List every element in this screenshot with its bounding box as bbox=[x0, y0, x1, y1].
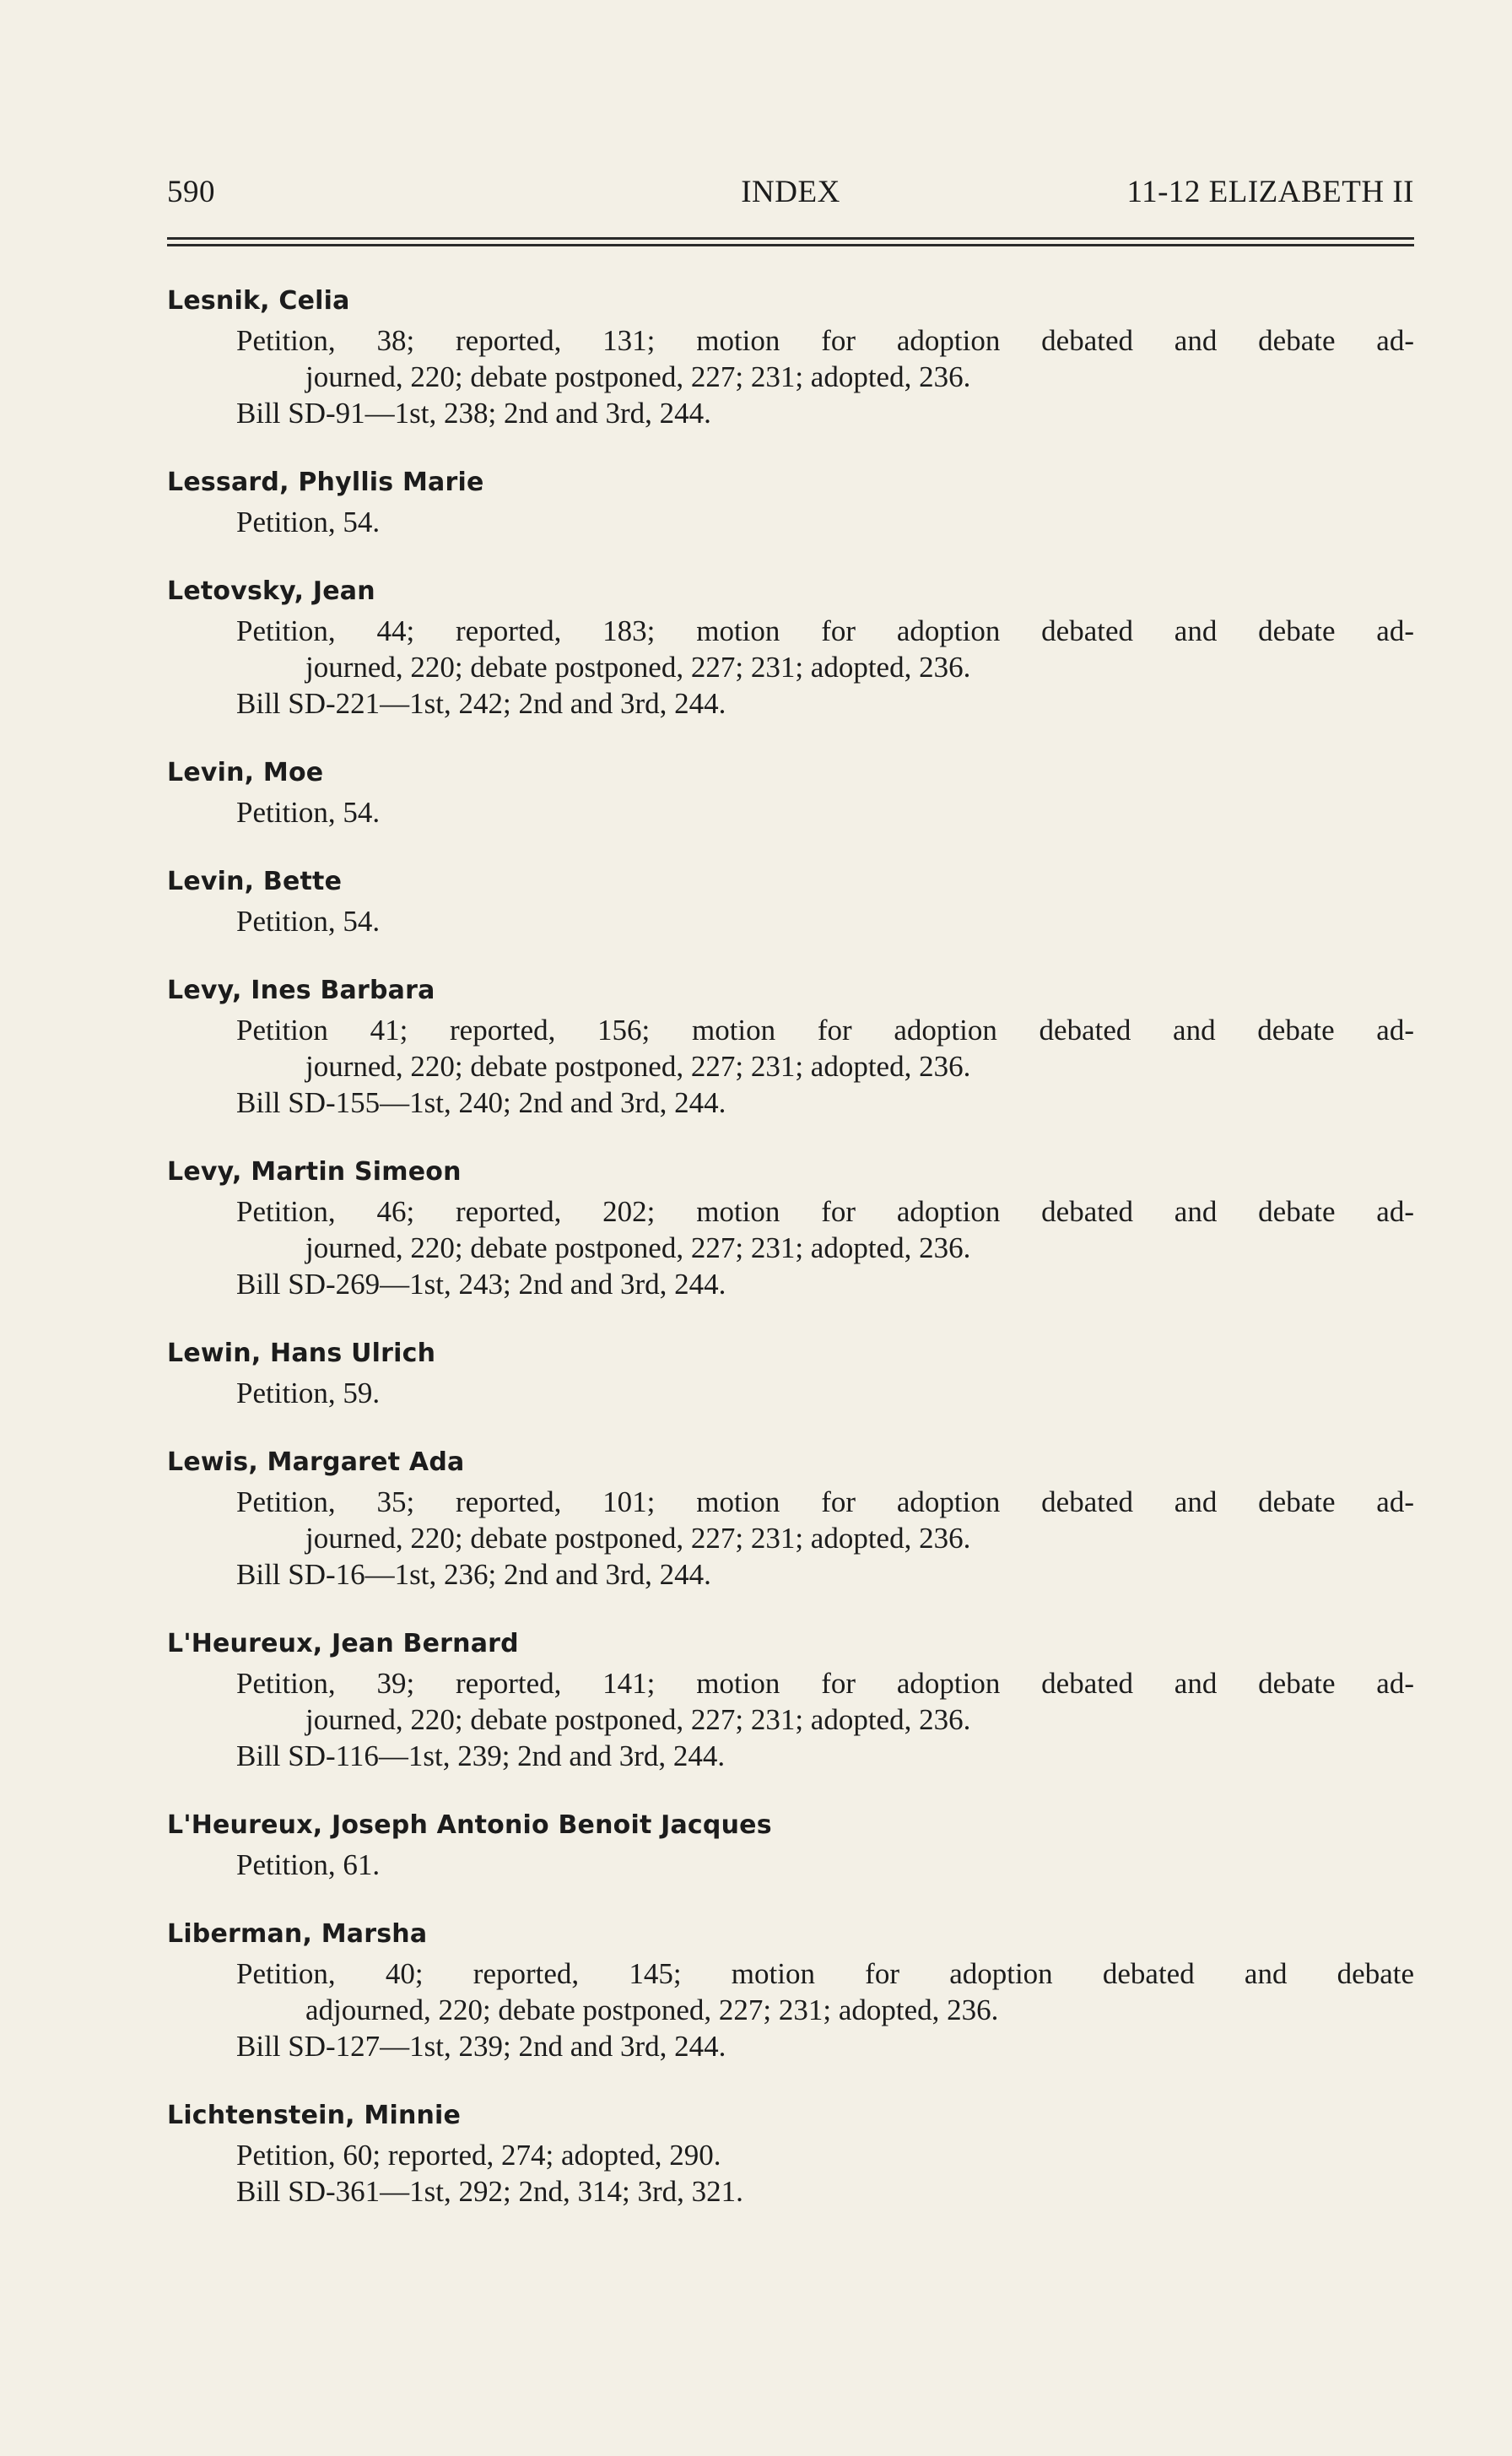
entry-line: Petition, 40; reported, 145; motion for adoption debated and debate bbox=[236, 1957, 1414, 1990]
index-entry bbox=[167, 1151, 1414, 1302]
entry-line: Petition, 54. bbox=[236, 905, 381, 938]
entry-line: Bill SD-361—1st, 292; 2nd, 314; 3rd, 321. bbox=[236, 2175, 743, 2208]
entry-name: Levin, Bette bbox=[167, 867, 343, 896]
index-entry bbox=[167, 970, 1414, 1121]
entry-name: Lewis, Margaret Ada bbox=[167, 1447, 465, 1477]
entry-line: adjourned, 220; debate postponed, 227; 231; adopted, 236. bbox=[305, 1993, 999, 2026]
entry-line: Bill SD-221—1st, 242; 2nd and 3rd, 244. bbox=[236, 687, 726, 720]
entry-line: Bill SD-155—1st, 240; 2nd and 3rd, 244. bbox=[236, 1086, 726, 1119]
entry-line: journed, 220; debate postponed, 227; 231; adopted, 236. bbox=[305, 1522, 971, 1555]
entry-name: Lichtenstein, Minnie bbox=[167, 2101, 462, 2130]
index-entry bbox=[167, 280, 1414, 431]
entry-name: Lessard, Phyllis Marie bbox=[167, 468, 484, 497]
section-title: INDEX bbox=[741, 175, 840, 209]
entry-name: L'Heureux, Joseph Antonio Benoit Jacques bbox=[167, 1810, 772, 1840]
entry-line: Petition, 60; reported, 274; adopted, 290. bbox=[236, 2139, 721, 2172]
index-entry bbox=[167, 1333, 1414, 1411]
entry-line: Bill SD-269—1st, 243; 2nd and 3rd, 244. bbox=[236, 1268, 726, 1301]
entry-line: journed, 220; debate postponed, 227; 231; adopted, 236. bbox=[305, 1703, 971, 1736]
entry-name: Levy, Ines Barbara bbox=[167, 976, 435, 1005]
header-rule-bottom bbox=[167, 244, 1414, 246]
entry-line: Petition, 59. bbox=[236, 1377, 381, 1409]
index-entry bbox=[167, 1442, 1414, 1593]
index-entry bbox=[167, 462, 1414, 540]
index-entry bbox=[167, 571, 1414, 722]
entry-line: journed, 220; debate postponed, 227; 231; adopted, 236. bbox=[305, 1050, 971, 1083]
entry-line: Petition, 44; reported, 183; motion for adoption debated and debate ad- bbox=[236, 614, 1414, 647]
entry-name: Lewin, Hans Ulrich bbox=[167, 1339, 436, 1368]
index-entry bbox=[167, 1623, 1414, 1774]
entry-line: Petition, 35; reported, 101; motion for adoption debated and debate ad- bbox=[236, 1485, 1414, 1518]
entry-line: Bill SD-127—1st, 239; 2nd and 3rd, 244. bbox=[236, 2030, 726, 2063]
entry-line: Petition, 46; reported, 202; motion for adoption debated and debate ad- bbox=[236, 1195, 1414, 1228]
entry-name: Letovsky, Jean bbox=[167, 576, 375, 606]
header-rule-top bbox=[167, 237, 1414, 240]
volume-title: 11-12 ELIZABETH II bbox=[1126, 175, 1414, 209]
index-entry bbox=[167, 1913, 1414, 2064]
index-entry bbox=[167, 861, 1414, 939]
entry-line: Petition 41; reported, 156; motion for adoption debated and debate ad- bbox=[236, 1014, 1414, 1047]
index-entries bbox=[167, 280, 1414, 2240]
entry-line: journed, 220; debate postponed, 227; 231; adopted, 236. bbox=[305, 1231, 971, 1264]
entry-line: Bill SD-16—1st, 236; 2nd and 3rd, 244. bbox=[236, 1558, 711, 1591]
entry-line: Petition, 61. bbox=[236, 1848, 381, 1881]
index-entry bbox=[167, 1804, 1414, 1883]
entry-line: Bill SD-91—1st, 238; 2nd and 3rd, 244. bbox=[236, 397, 711, 430]
entry-name: Liberman, Marsha bbox=[167, 1919, 428, 1949]
entry-line: Petition, 54. bbox=[236, 506, 381, 538]
entry-name: L'Heureux, Jean Bernard bbox=[167, 1629, 519, 1658]
index-entry bbox=[167, 752, 1414, 830]
entry-line: journed, 220; debate postponed, 227; 231; adopted, 236. bbox=[305, 360, 971, 393]
entry-name: Lesnik, Celia bbox=[167, 286, 350, 316]
entry-name: Levy, Martin Simeon bbox=[167, 1157, 462, 1187]
index-entry bbox=[167, 2095, 1414, 2210]
page-number: 590 bbox=[167, 175, 215, 209]
entry-line: Petition, 38; reported, 131; motion for adoption debated and debate ad- bbox=[236, 324, 1414, 357]
entry-line: Petition, 39; reported, 141; motion for adoption debated and debate ad- bbox=[236, 1667, 1414, 1700]
entry-line: Bill SD-116—1st, 239; 2nd and 3rd, 244. bbox=[236, 1739, 726, 1772]
running-header bbox=[167, 174, 1414, 216]
entry-line: journed, 220; debate postponed, 227; 231; adopted, 236. bbox=[305, 651, 971, 684]
entry-line: Petition, 54. bbox=[236, 796, 381, 829]
entry-name: Levin, Moe bbox=[167, 758, 324, 787]
